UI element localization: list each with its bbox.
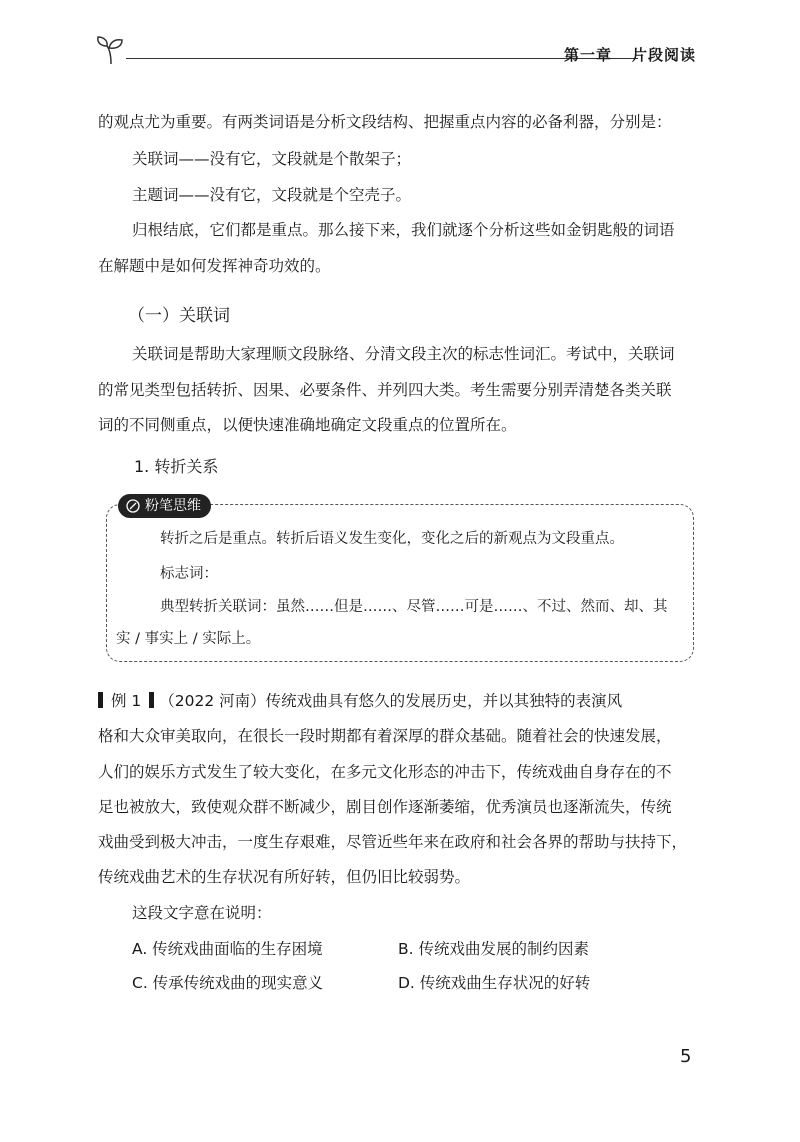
think-box-line-2: 标志词： xyxy=(160,566,218,582)
intro-line-2: 关联词——没有它，文段就是个散架子； xyxy=(132,150,412,168)
option-b[interactable]: B. 传统戏曲发展的制约因素 xyxy=(398,940,589,958)
intro-line-1: 的观点尤为重要。有两类词语是分析文段结构、把握重点内容的必备利器，分别是： xyxy=(98,113,672,131)
intro-line-3: 主题词——没有它，文段就是个空壳子。 xyxy=(132,186,412,204)
think-box-line-4: 实 / 事实上 / 实际上。 xyxy=(116,631,261,647)
subsection-title: 1. 转折关系 xyxy=(134,457,219,476)
section-para-line-2: 的常见类型包括转折、因果、必要条件、并列四大类。考生需要分别弄清楚各类关联 xyxy=(98,381,672,399)
think-box-tag xyxy=(118,494,211,518)
example-label: 例 1 xyxy=(111,692,142,710)
intro-line-4: 归根结底，它们都是重点。那么接下来，我们就逐个分析这些如金钥匙般的词语 xyxy=(132,221,675,239)
chapter-label: 第一章 xyxy=(563,46,612,64)
example-line-1 xyxy=(98,690,622,712)
example-text-line-1: （2022 河南）传统戏曲具有悠久的发展历史，并以其独特的表演风 xyxy=(159,692,623,710)
example-mark-right xyxy=(149,692,154,708)
example-line-3: 人们的娱乐方式发生了较大变化，在多元文化形态的冲击下，传统戏曲自身存在的不 xyxy=(98,763,672,781)
example-line-5: 戏曲受到极大冲击，一度生存艰难，尽管近些年来在政府和社会各界的帮助与扶持下， xyxy=(98,833,688,851)
think-box-line-1: 转折之后是重点。转折后语义发生变化，变化之后的新观点为文段重点。 xyxy=(160,531,624,547)
think-box-line-3: 典型转折关联词：虽然……但是……、尽管……可是……、不过、然而、却、其 xyxy=(160,599,668,615)
section-label: 片段阅读 xyxy=(631,46,696,64)
section-para-line-1: 关联词是帮助大家理顺文段脉络、分清文段主次的标志性词汇。考试中，关联词 xyxy=(132,345,675,363)
intro-line-5: 在解题中是如何发挥神奇功效的。 xyxy=(98,257,331,275)
example-line-4: 足也被放大，致使观众群不断减少，剧目创作逐渐萎缩，优秀演员也逐渐流失，传统 xyxy=(98,798,672,816)
page-number: 5 xyxy=(680,1046,692,1067)
section-title: （一）关联词 xyxy=(128,306,230,326)
think-box-tag-label: 粉笔思维 xyxy=(145,498,201,514)
chapter-heading xyxy=(564,44,696,65)
sprout-icon xyxy=(96,34,130,66)
section-para-line-3: 词的不同侧重点，以便快速准确地确定文段重点的位置所在。 xyxy=(98,416,517,434)
example-line-6: 传统戏曲艺术的生存状况有所好转，但仍旧比较弱势。 xyxy=(98,868,471,886)
header-rule xyxy=(126,58,638,59)
question-prompt: 这段文字意在说明： xyxy=(132,904,272,922)
pen-icon xyxy=(126,499,140,513)
option-c[interactable]: C. 传承传统戏曲的现实意义 xyxy=(132,974,324,992)
option-a[interactable]: A. 传统戏曲面临的生存困境 xyxy=(132,940,323,958)
example-line-2: 格和大众审美取向，在很长一段时期都有着深厚的群众基础。随着社会的快速发展， xyxy=(98,727,672,745)
page-header xyxy=(96,30,696,70)
option-d[interactable]: D. 传统戏曲生存状况的好转 xyxy=(398,974,591,992)
example-mark-left xyxy=(98,692,103,708)
